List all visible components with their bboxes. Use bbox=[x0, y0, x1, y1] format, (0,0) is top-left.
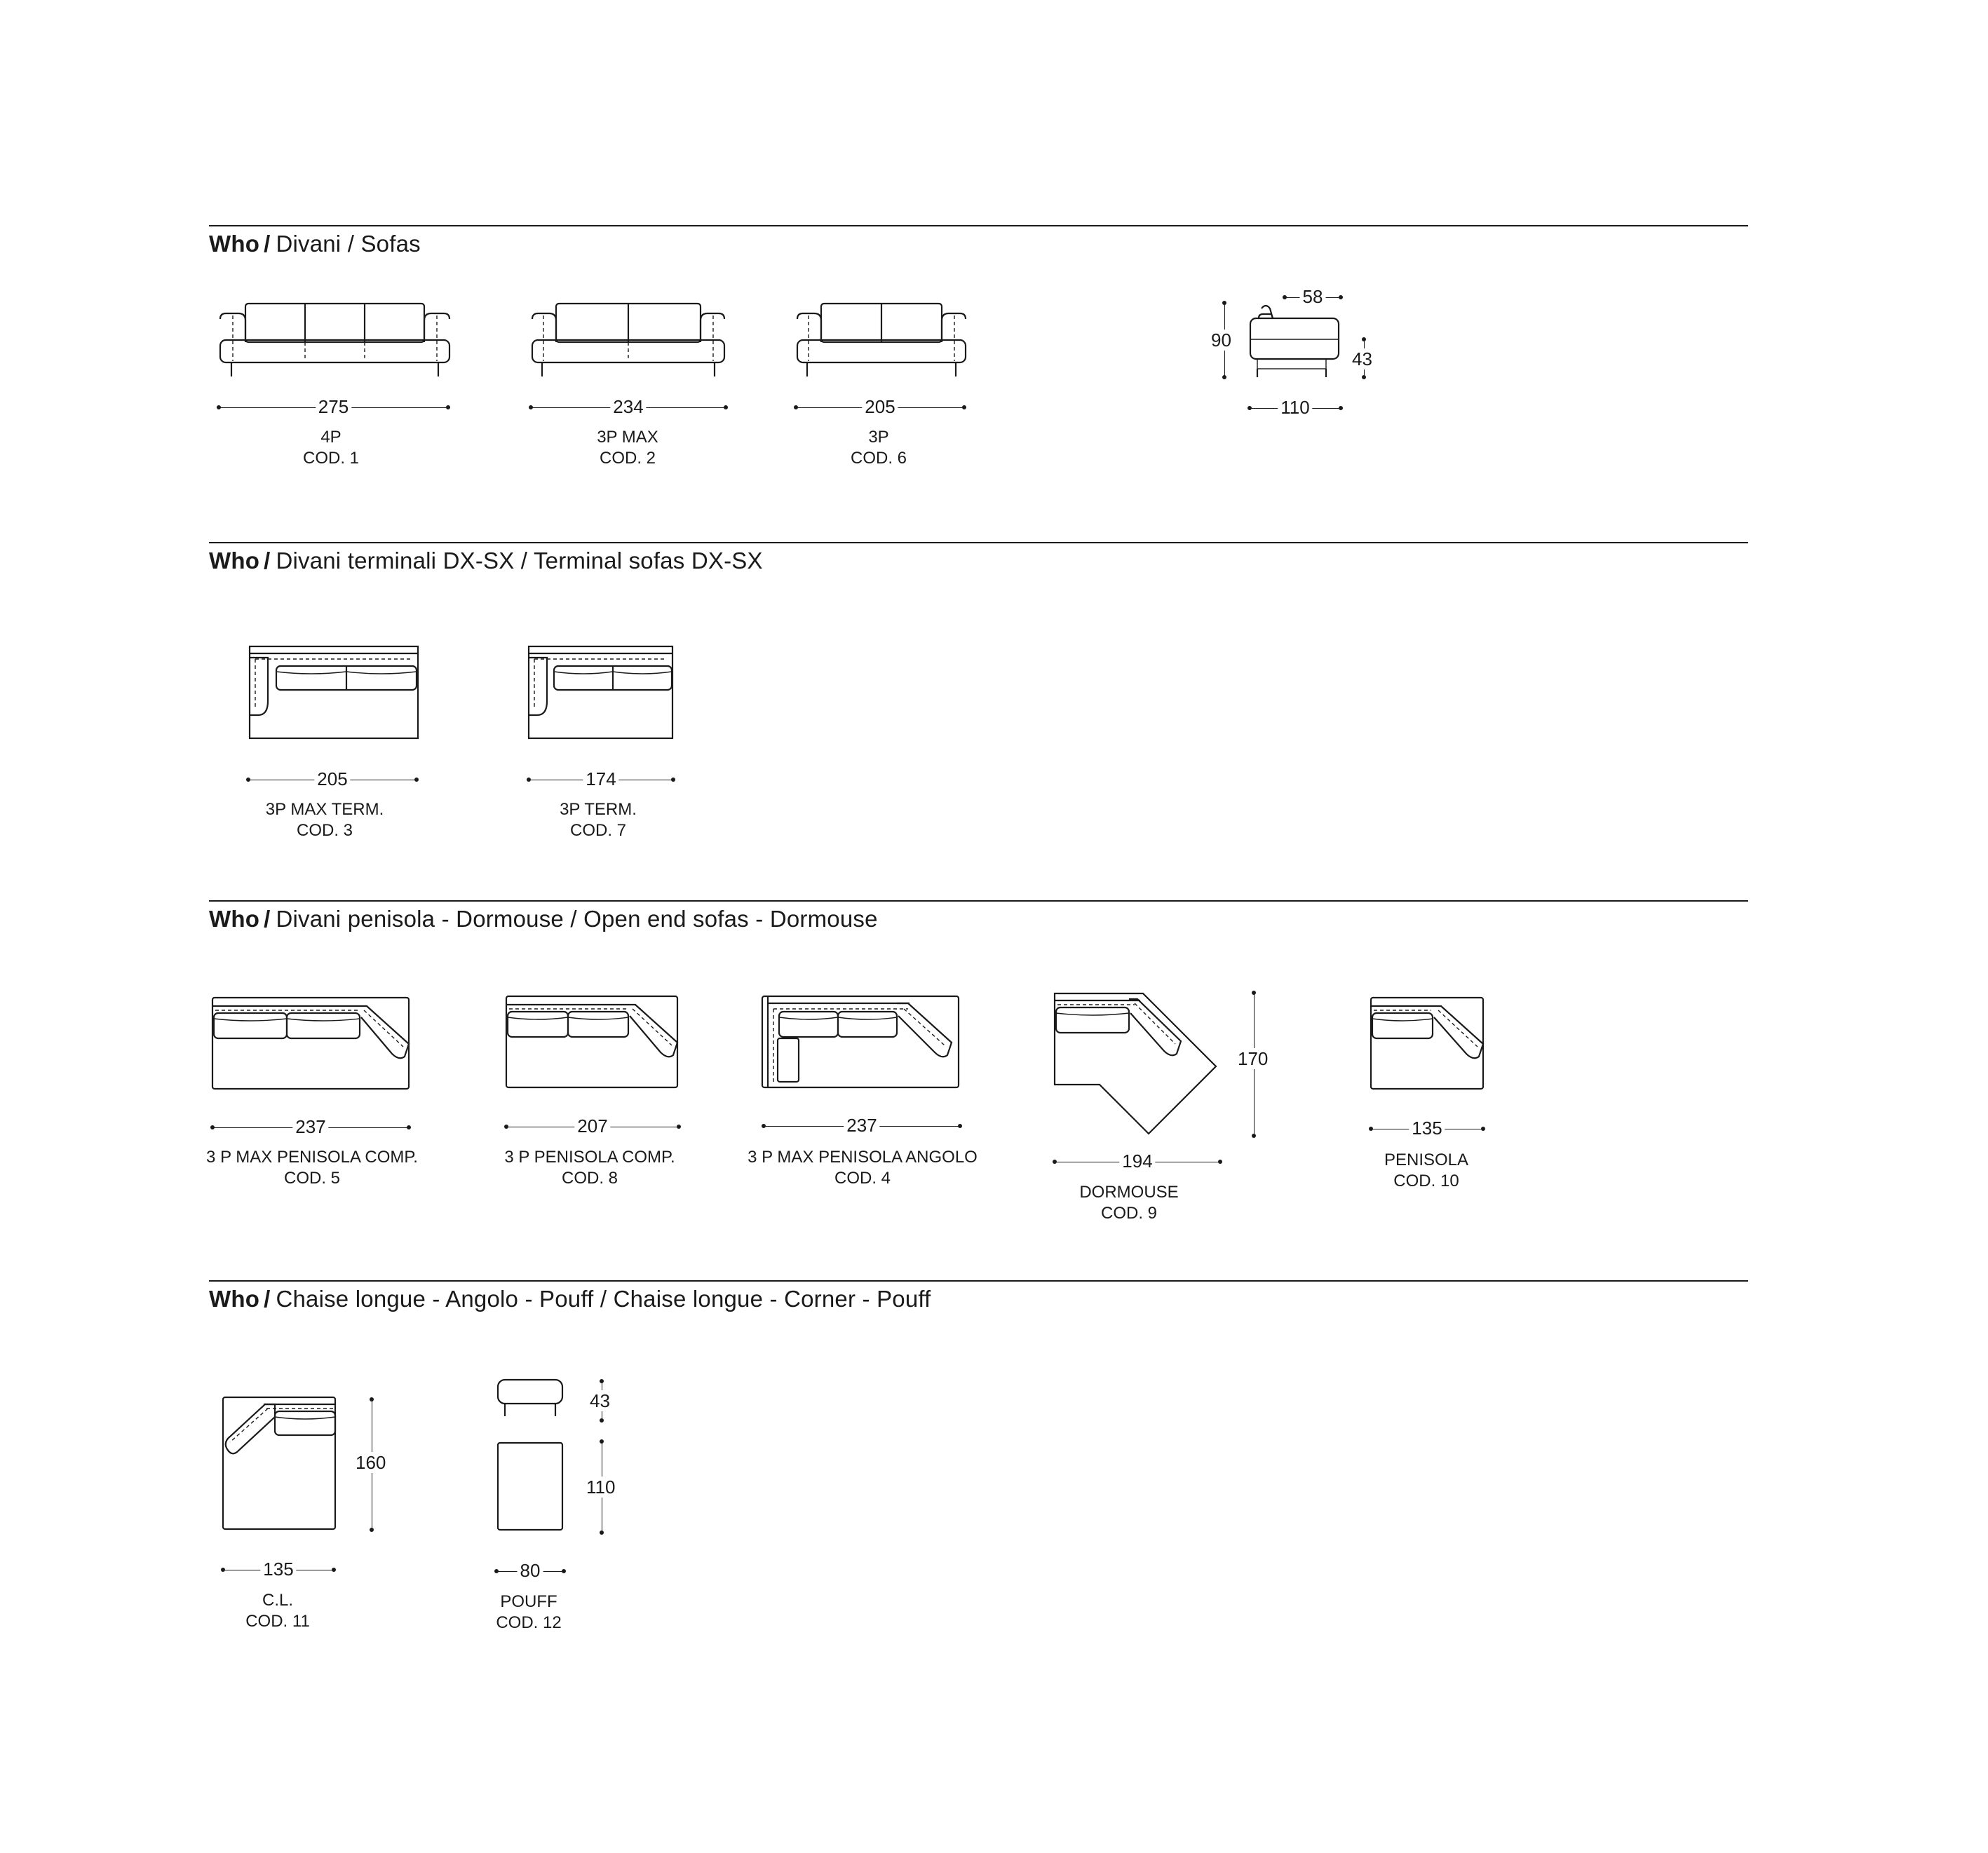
width-dimension bbox=[496, 1560, 564, 1581]
product-code: COD. 6 bbox=[850, 449, 907, 468]
seat-depth-dimension bbox=[1285, 286, 1341, 307]
section-title: Divani terminali DX-SX / Terminal sofas DX-SX bbox=[276, 548, 763, 573]
product-name: POUFF bbox=[500, 1592, 557, 1611]
chaise-longue-plan-drawing bbox=[222, 1396, 338, 1530]
depth-value: 110 bbox=[586, 1477, 616, 1498]
product-caption bbox=[560, 799, 637, 841]
open-end-sofa-3p-comp-plan-drawing bbox=[505, 995, 680, 1090]
product-code: COD. 12 bbox=[496, 1613, 562, 1632]
product-code: COD. 4 bbox=[834, 1169, 891, 1188]
brand-label: Who bbox=[209, 231, 260, 257]
product-name: 4P bbox=[320, 428, 342, 447]
brand-label: Who bbox=[209, 906, 260, 932]
height-value: 43 bbox=[590, 1390, 610, 1411]
width-dimension bbox=[1055, 1151, 1220, 1172]
section-title: Chaise longue - Angolo - Pouff / Chaise longue - Corner - Pouff bbox=[276, 1286, 931, 1312]
depth-value: 160 bbox=[356, 1452, 386, 1473]
section-rule-open-end bbox=[209, 900, 1748, 902]
product-name: 3 P MAX PENISOLA ANGOLO bbox=[748, 1148, 978, 1167]
seat-depth-value: 58 bbox=[1300, 285, 1326, 308]
dormouse-plan-drawing bbox=[1053, 992, 1219, 1136]
width-value: 80 bbox=[518, 1559, 543, 1582]
heading-slash: / bbox=[264, 906, 271, 932]
product-code: COD. 9 bbox=[1100, 1204, 1157, 1223]
width-dimension bbox=[248, 768, 417, 789]
width-dimension bbox=[212, 1116, 409, 1137]
terminal-sofa-3p-max-plan-drawing bbox=[248, 645, 420, 741]
product-caption bbox=[245, 1590, 310, 1632]
product-name: 3P MAX TERM. bbox=[265, 800, 384, 819]
width-value: 207 bbox=[574, 1114, 610, 1138]
width-dimension bbox=[531, 396, 726, 417]
product-name: 3P bbox=[868, 428, 889, 447]
width-value: 205 bbox=[862, 395, 898, 419]
depth-value: 110 bbox=[1278, 395, 1312, 419]
section-rule-terminal bbox=[209, 542, 1748, 543]
product-name: 3P MAX bbox=[597, 428, 658, 447]
open-end-sofa-3p-max-comp-plan-drawing bbox=[211, 996, 412, 1091]
product-caption bbox=[1079, 1182, 1178, 1224]
brand-label: Who bbox=[209, 548, 260, 573]
depth-dimension bbox=[1250, 397, 1341, 418]
section-heading-open-end bbox=[209, 906, 878, 932]
product-caption bbox=[597, 427, 658, 469]
brand-label: Who bbox=[209, 1286, 260, 1312]
section-heading-sofas bbox=[209, 231, 421, 257]
sofa-side-view-drawing bbox=[1245, 301, 1343, 380]
product-name: C.L. bbox=[262, 1591, 293, 1610]
width-dimension bbox=[506, 1115, 679, 1136]
product-code: COD. 8 bbox=[561, 1169, 618, 1188]
width-dimension bbox=[1371, 1118, 1483, 1139]
width-value: 135 bbox=[260, 1557, 296, 1581]
sofa-4p-front-drawing bbox=[217, 298, 452, 379]
section-heading-chaise bbox=[209, 1286, 931, 1312]
product-code: COD. 3 bbox=[296, 821, 353, 840]
section-heading-terminal bbox=[209, 548, 763, 574]
product-code: COD. 7 bbox=[569, 821, 627, 840]
width-dimension bbox=[796, 396, 964, 417]
width-value: 174 bbox=[583, 767, 618, 791]
product-caption bbox=[504, 1147, 675, 1189]
pouff-plan-drawing bbox=[496, 1441, 564, 1533]
product-code: COD. 5 bbox=[283, 1169, 340, 1188]
penisola-plan-drawing bbox=[1370, 996, 1485, 1091]
width-value: 275 bbox=[316, 395, 351, 419]
section-title: Divani / Sofas bbox=[276, 231, 421, 257]
open-end-sofa-3p-max-corner-plan-drawing bbox=[761, 995, 961, 1090]
product-code: COD. 11 bbox=[245, 1612, 310, 1631]
heading-slash: / bbox=[264, 1286, 271, 1312]
heading-slash: / bbox=[264, 231, 271, 257]
product-caption bbox=[266, 799, 384, 841]
pouff-front-drawing bbox=[496, 1378, 564, 1419]
product-name: 3 P MAX PENISOLA COMP. bbox=[206, 1148, 418, 1167]
product-name: 3P TERM. bbox=[560, 800, 637, 819]
width-dimension bbox=[764, 1115, 960, 1136]
product-code: COD. 2 bbox=[599, 449, 656, 468]
product-name: PENISOLA bbox=[1384, 1151, 1469, 1169]
product-caption bbox=[303, 427, 359, 469]
sofa-3p-front-drawing bbox=[794, 298, 968, 379]
product-name: 3 P PENISOLA COMP. bbox=[504, 1148, 675, 1167]
product-code: COD. 10 bbox=[1393, 1172, 1459, 1190]
section-rule-chaise bbox=[209, 1280, 1748, 1282]
product-caption bbox=[748, 1147, 978, 1189]
width-value: 194 bbox=[1119, 1149, 1155, 1173]
product-caption bbox=[206, 1147, 418, 1189]
width-value: 205 bbox=[314, 767, 350, 791]
depth-value: 170 bbox=[1238, 1048, 1269, 1069]
width-value: 234 bbox=[610, 395, 646, 419]
width-value: 135 bbox=[1409, 1116, 1445, 1140]
terminal-sofa-3p-plan-drawing bbox=[527, 645, 675, 741]
width-value: 237 bbox=[844, 1113, 879, 1137]
heading-slash: / bbox=[264, 548, 271, 573]
product-code: COD. 1 bbox=[302, 449, 360, 468]
width-dimension bbox=[219, 396, 448, 417]
product-caption bbox=[1384, 1150, 1468, 1192]
width-dimension bbox=[223, 1559, 334, 1580]
width-value: 237 bbox=[292, 1115, 328, 1139]
section-title: Divani penisola - Dormouse / Open end sofas - Dormouse bbox=[276, 906, 878, 932]
width-dimension bbox=[529, 768, 673, 789]
height-value: 90 bbox=[1211, 330, 1231, 351]
sofa-3p-max-front-drawing bbox=[529, 298, 727, 379]
product-name: DORMOUSE bbox=[1079, 1183, 1179, 1202]
seat-height-value: 43 bbox=[1352, 348, 1372, 369]
section-rule-sofas bbox=[209, 225, 1748, 226]
product-caption bbox=[851, 427, 907, 469]
product-caption bbox=[496, 1591, 561, 1634]
